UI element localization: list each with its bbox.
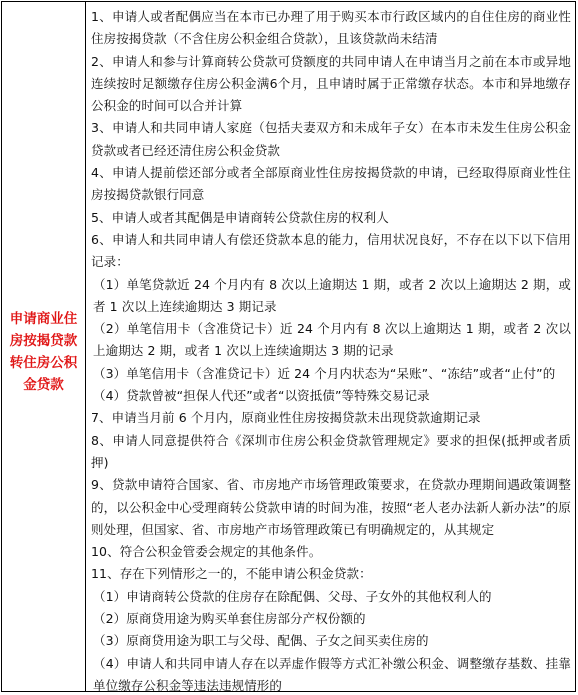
condition-11-sub-3: （3）原商贷用途为职工与父母、配偶、子女之间买卖住房的 [93, 633, 429, 649]
condition-11-sub-4: （4）申请人和共同申请人存在以弄虚作假等方式汇补缴公积金、调整缴存基数、挂靠单位缴存公积金等违法违规情形的 [93, 655, 571, 691]
category-cell [2, 2, 86, 691]
condition-6: 6、申请人和共同申请人有偿还贷款本息的能力，信用状况良好，不存在以下以下信用记录： [91, 231, 571, 270]
requirements-table [1, 1, 576, 692]
condition-6-sub-1: （1）单笔贷款近 24 个月内有 8 次以上逾期达 1 期，或者 2 次以上逾期达 2 期，或者 1 次以上连续逾期达 3 期记录 [93, 276, 571, 314]
condition-5: 5、申请人或者其配偶是申请商转公贷款住房的权利人 [91, 209, 389, 225]
condition-10: 10、符合公积金管委会规定的其他条件。 [91, 544, 322, 560]
condition-2: 2、申请人和参与计算商转公贷款可贷额度的共同申请人在申请当月之前在本市或异地连续按时足额缴存住房公积金满6个月，且申请时属于正常缴存状态。本市和异地缴存公积金的时间可以合并计算 [91, 53, 571, 114]
condition-1: 1、申请人或者配偶应当在本市已办理了用于购买本市行政区域内的自住住房的商业性住房按揭贷款（不含住房公积金组合贷款），且该贷款尚未结清 [91, 9, 571, 47]
condition-11-sub-2: （2）原商贷用途为购买单套住房部分产权份额的 [93, 611, 366, 627]
condition-11-sub-1: （1）申请商转公贷款的住房存在除配偶、父母、子女外的其他权利人的 [93, 588, 492, 604]
condition-4: 4、申请人提前偿还部分或者全部原商业性住房按揭贷款的申请，已经取得原商业性住房按揭贷款银行同意 [91, 165, 571, 203]
conditions-cell [86, 2, 575, 691]
condition-6-sub-2: （2）单笔信用卡（含准贷记卡）近 24 个月内有 8 次以上逾期达 1 期，或者 2 次以上逾期达 2 期，或者 1 次以上连续逾期达 3 期的记录 [93, 321, 571, 359]
category-title: 申请商业住房按揭贷款转住房公积金贷款 [9, 310, 78, 393]
condition-8: 8、申请人同意提供符合《深圳市住房公积金贷款管理规定》要求的担保(抵押或者质押) [91, 432, 571, 470]
condition-6-sub-3: （3）单笔信用卡（含准贷记卡）近 24 个月内状态为“呆账”、“冻结”或者“止付”的 [93, 365, 556, 381]
condition-7: 7、申请当月前 6 个月内，原商业性住房按揭贷款未出现贷款逾期记录 [91, 410, 481, 426]
condition-9: 9、贷款申请符合国家、省、市房地产市场管理政策要求，在贷款办理期间遇政策调整的，以公积金中心受理商转公贷款申请的时间为准，按照“老人老办法新人新办法”的原则处理，但国家、省、市房地产市场管理政策已有明确规定的，从其规定 [91, 477, 571, 537]
condition-11: 11、存在下列情形之一的，不能申请公积金贷款： [91, 566, 372, 582]
condition-6-sub-4: （4）贷款曾被“担保人代还”或者“以资抵债”等特殊交易记录 [93, 388, 430, 404]
condition-3: 3、申请人和共同申请人家庭（包括夫妻双方和未成年子女）在本市未发生住房公积金贷款或者已经还清住房公积金贷款 [91, 120, 571, 158]
